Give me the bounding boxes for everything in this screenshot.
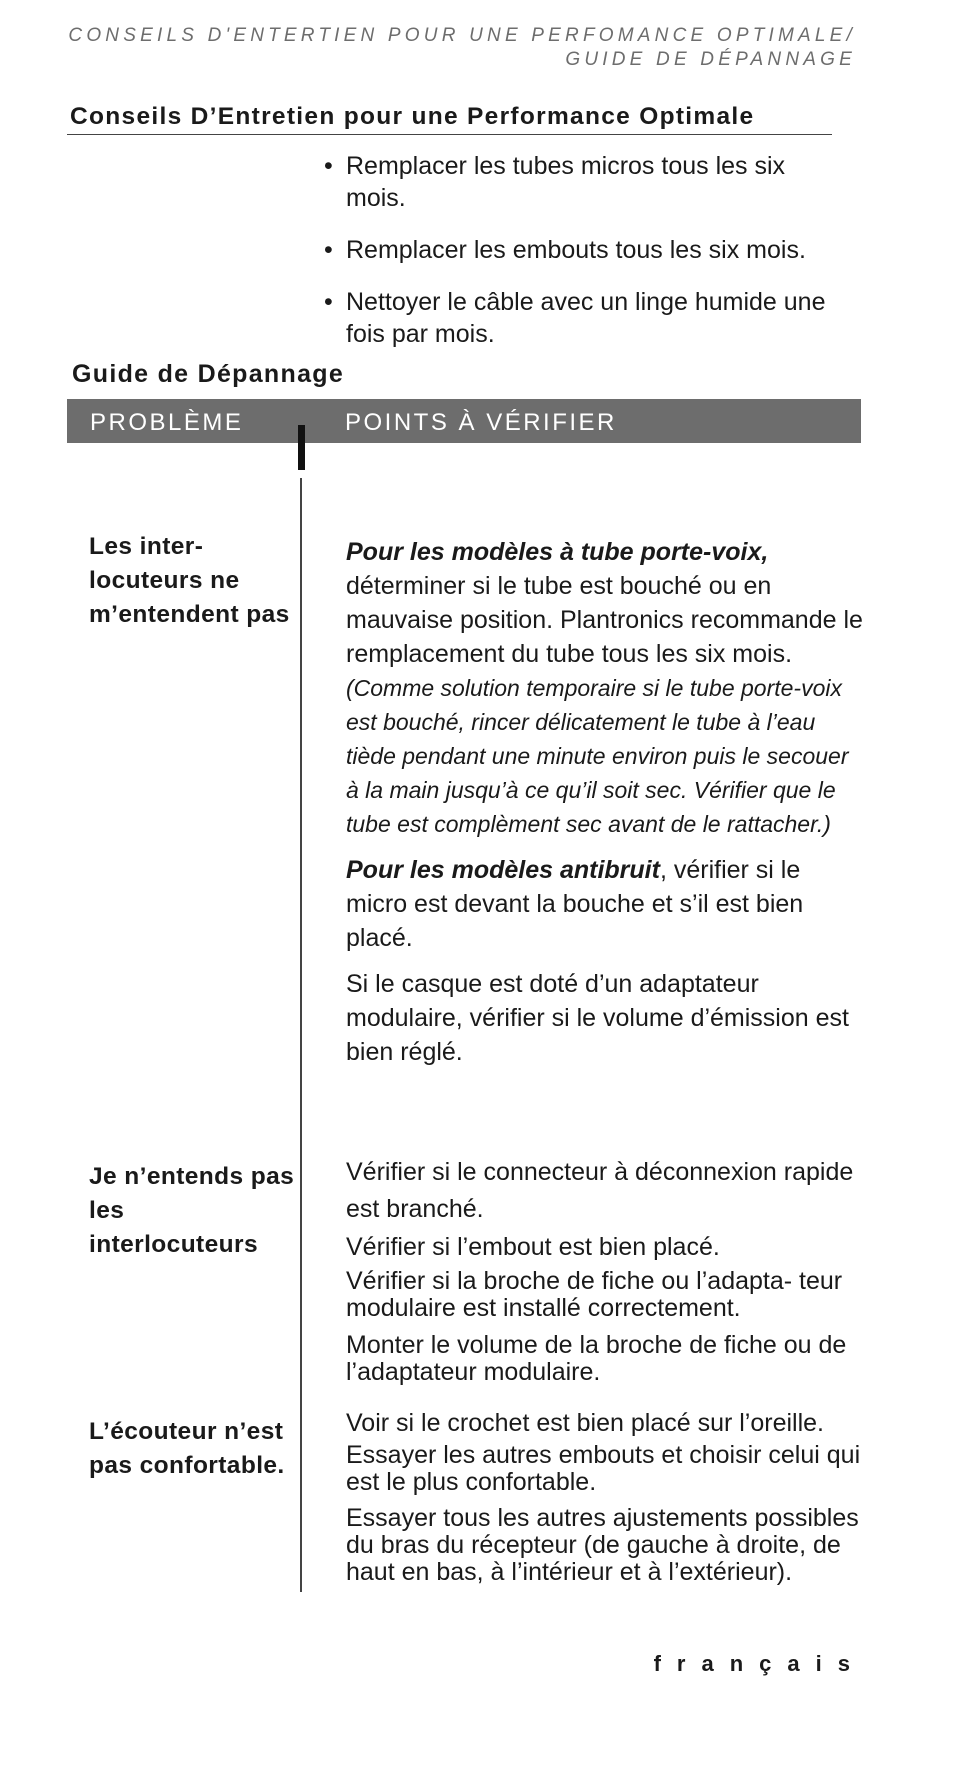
check-item: Vérifier si l’embout est bien placé. [346,1233,720,1261]
voice-tube-note: (Comme solution temporaire si le tube porte-voix est bouché, rincer délicatement le tube à l’eau tiède pendant une minute environ puis le secouer à la main jusqu’à ce qu’il soit sec. Vérifier que le tube est complèment sec avant de le rattacher.) [346,675,849,837]
tip-text: Nettoyer le câble avec un linge humide une fois par mois. [346,288,826,348]
problem-cell: Les inter- locuteurs ne m’entendent pas [89,533,290,628]
bullet: • [324,236,333,264]
bullet: • [324,152,333,180]
column-divider [300,478,302,1592]
voice-tube-lead: Pour les modèles à tube porte-voix, [346,538,769,566]
check-item: Voir si le crochet est bien placé sur l’oreille. [346,1409,825,1437]
check-item: Essayer les autres embouts et choisir celui qui est le plus confortable. [346,1441,861,1496]
noise-cancel-lead: Pour les modèles antibruit [346,856,660,884]
troubleshooting-title: Guide de Dépannage [72,360,345,388]
maintenance-title: Conseils D’Entretien pour une Performance Optimale [70,103,755,130]
check-cell [346,1154,866,1386]
voice-tube-paragraph [346,535,866,671]
footer-language: français [653,1651,866,1676]
voice-tube-text: déterminer si le tube est bouché ou en mauvaise position. Plantronics recommande le remplacement du tube tous les six mois. [346,572,863,668]
check-item: Vérifier si le connecteur à déconnexion rapide est branché. [346,1158,854,1223]
bullet: • [324,288,333,316]
header-marker [298,425,305,470]
title-underline [67,134,832,135]
tip-text: Remplacer les tubes micros tous les six mois. [346,152,786,212]
check-item: Monter le volume de la broche de fiche ou de l’adaptateur modulaire. [346,1331,847,1386]
problem-cell: Je n’entends pas les interlocuteurs [89,1163,295,1258]
check-item: Essayer tous les autres ajustements possibles du bras du récepteur (de gauche à droite, de haut en bas, à l’intérieur et à l’extérieur). [346,1504,859,1586]
running-header-line-2: GUIDE DE DÉPANNAGE [565,49,856,70]
noise-cancel-text: , vérifier si le micro est devant la bouche et s’il est bien placé. [346,856,804,952]
check-item: Vérifier si la broche de fiche ou l’adapta- teur modulaire est installé correctement. [346,1267,843,1322]
list-item [324,286,844,350]
problem-cell: L’écouteur n’est pas confortable. [89,1418,285,1479]
check-cell [346,1406,866,1586]
list-item [324,234,844,266]
column-header-check: POINTS À VÉRIFIER [345,409,617,436]
adapter-paragraph: Si le casque est doté d’un adaptateur modulaire, vérifier si le volume d’émission est bien réglé. [346,970,849,1066]
check-cell [346,535,866,1069]
maintenance-tips-list [324,150,844,370]
list-item [324,150,844,214]
column-header-problem: PROBLÈME [90,409,244,436]
table-header [67,399,861,443]
running-header [68,24,856,72]
noise-cancel-paragraph [346,853,866,955]
running-header-line-1: CONSEILS D'ENTERTIEN POUR UNE PERFOMANCE OPTIMALE/ [68,25,856,46]
tip-text: Remplacer les embouts tous les six mois. [346,236,806,264]
